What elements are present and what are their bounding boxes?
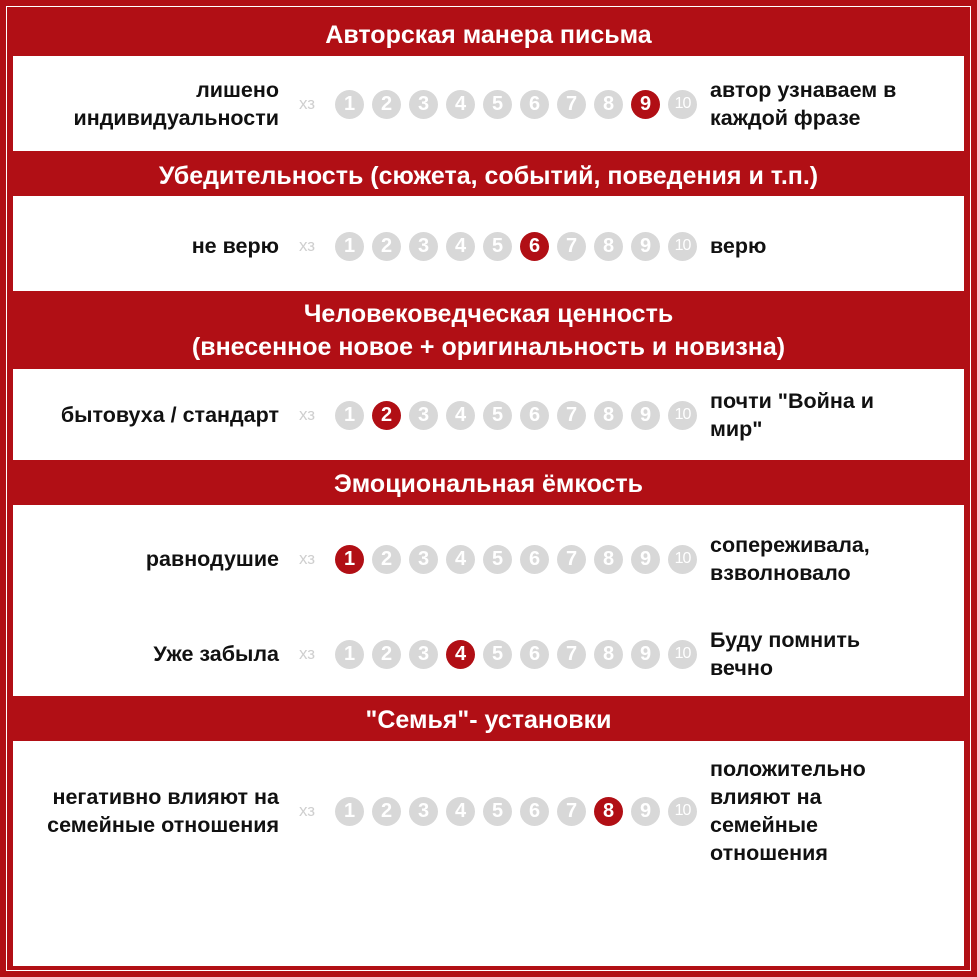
rating-dot: 8 [594,401,623,430]
rating-dot: 10 [668,90,697,119]
rating-row [13,529,964,589]
rating-dot: 7 [557,797,586,826]
rating-dot: 2 [372,797,401,826]
rating-dot-selected: 4 [446,640,475,669]
rating-dot: 2 [372,90,401,119]
rating-dot: 2 [372,545,401,574]
rating-dot: 2 [372,640,401,669]
left-label: лишено индивидуальности [73,78,279,130]
rating-dot: 5 [483,640,512,669]
rating-dot: 5 [483,90,512,119]
left-label: бытовуха / стандарт [60,403,279,427]
right-label: сопереживала, взволновало [710,533,870,585]
rating-dot: 10 [668,797,697,826]
rating-dot-selected: 9 [631,90,660,119]
rating-dot: 7 [557,401,586,430]
rating-dot: 3 [409,545,438,574]
section-title-5: "Семья"- установки [365,706,612,734]
rating-dot: 7 [557,232,586,261]
rating-scale [299,796,705,826]
scale-prefix: хз [299,549,316,568]
rating-dot: 8 [594,232,623,261]
right-label: автор узнаваем в каждой фразе [710,78,897,130]
rating-dot: 6 [520,797,549,826]
rating-dot: 4 [446,401,475,430]
rating-dot: 6 [520,640,549,669]
rating-dot-selected: 1 [335,545,364,574]
rating-dot: 5 [483,797,512,826]
rating-dot: 9 [631,640,660,669]
right-label: положительно влияют на семейные отношения [710,757,866,865]
section-panel-3 [13,369,964,460]
right-label: Буду помнить вечно [710,628,861,680]
rating-scale [299,544,705,574]
rating-dot: 7 [557,90,586,119]
rating-dot: 6 [520,545,549,574]
inner-frame [6,6,971,971]
rating-scale [299,639,705,669]
left-label: не верю [191,234,279,258]
rating-dot: 3 [409,232,438,261]
section-title-2: Убедительность (сюжета, событий, поведения и т.п.) [158,162,819,190]
rating-dot: 5 [483,545,512,574]
scale-prefix: хз [299,236,316,255]
left-label: равнодушие [145,547,279,571]
rating-row [13,757,964,865]
right-label: верю [710,234,767,258]
rating-dot: 1 [335,90,364,119]
rating-dot: 3 [409,90,438,119]
rating-dot: 1 [335,797,364,826]
rating-dot: 4 [446,232,475,261]
rating-dot: 10 [668,640,697,669]
rating-dot: 9 [631,232,660,261]
rating-dot: 1 [335,232,364,261]
section-panel-1 [13,56,964,151]
section-title-3-line-2: (внесенное новое + оригинальность и новизна) [191,333,786,361]
rating-dot: 5 [483,232,512,261]
rating-dot: 10 [668,401,697,430]
section-panel-2 [13,196,964,291]
rating-dot: 6 [520,401,549,430]
scale-prefix: хз [299,644,316,663]
rating-dot: 7 [557,640,586,669]
rating-dot: 8 [594,90,623,119]
rating-dot: 3 [409,640,438,669]
section-title-3-line-1: Человековедческая ценность [303,300,674,328]
rating-dot: 2 [372,232,401,261]
rating-dot: 9 [631,545,660,574]
rating-dot: 1 [335,401,364,430]
rating-dot: 5 [483,401,512,430]
rating-row [13,624,964,684]
rating-scale [299,231,705,261]
rating-dot-selected: 2 [372,401,401,430]
scale-prefix: хз [299,801,316,820]
section-panel-4 [13,505,964,696]
rating-dot-selected: 8 [594,797,623,826]
rating-dot: 10 [668,545,697,574]
rating-dot: 7 [557,545,586,574]
rating-dot: 1 [335,640,364,669]
rating-row [13,385,964,445]
rating-dot: 3 [409,797,438,826]
left-label: негативно влияют на семейные отношения [47,785,279,837]
rating-dot: 3 [409,401,438,430]
rating-dot: 9 [631,797,660,826]
rating-row [13,216,964,276]
section-panel-5 [13,741,964,966]
rating-dot: 8 [594,640,623,669]
right-label: почти "Война и мир" [710,389,874,441]
rating-dot-selected: 6 [520,232,549,261]
rating-dot: 10 [668,232,697,261]
rating-scale [299,89,705,119]
scale-prefix: хз [299,405,316,424]
rating-dot: 4 [446,90,475,119]
rating-dot: 8 [594,545,623,574]
left-label: Уже забыла [153,642,279,666]
rating-dot: 4 [446,797,475,826]
rating-dot: 4 [446,545,475,574]
rating-row [13,74,964,134]
section-title-4: Эмоциональная ёмкость [333,470,644,498]
rating-scale [299,400,705,430]
section-title-1: Авторская манера письма [325,21,652,49]
scale-prefix: хз [299,94,316,113]
rating-dot: 6 [520,90,549,119]
rating-dot: 9 [631,401,660,430]
